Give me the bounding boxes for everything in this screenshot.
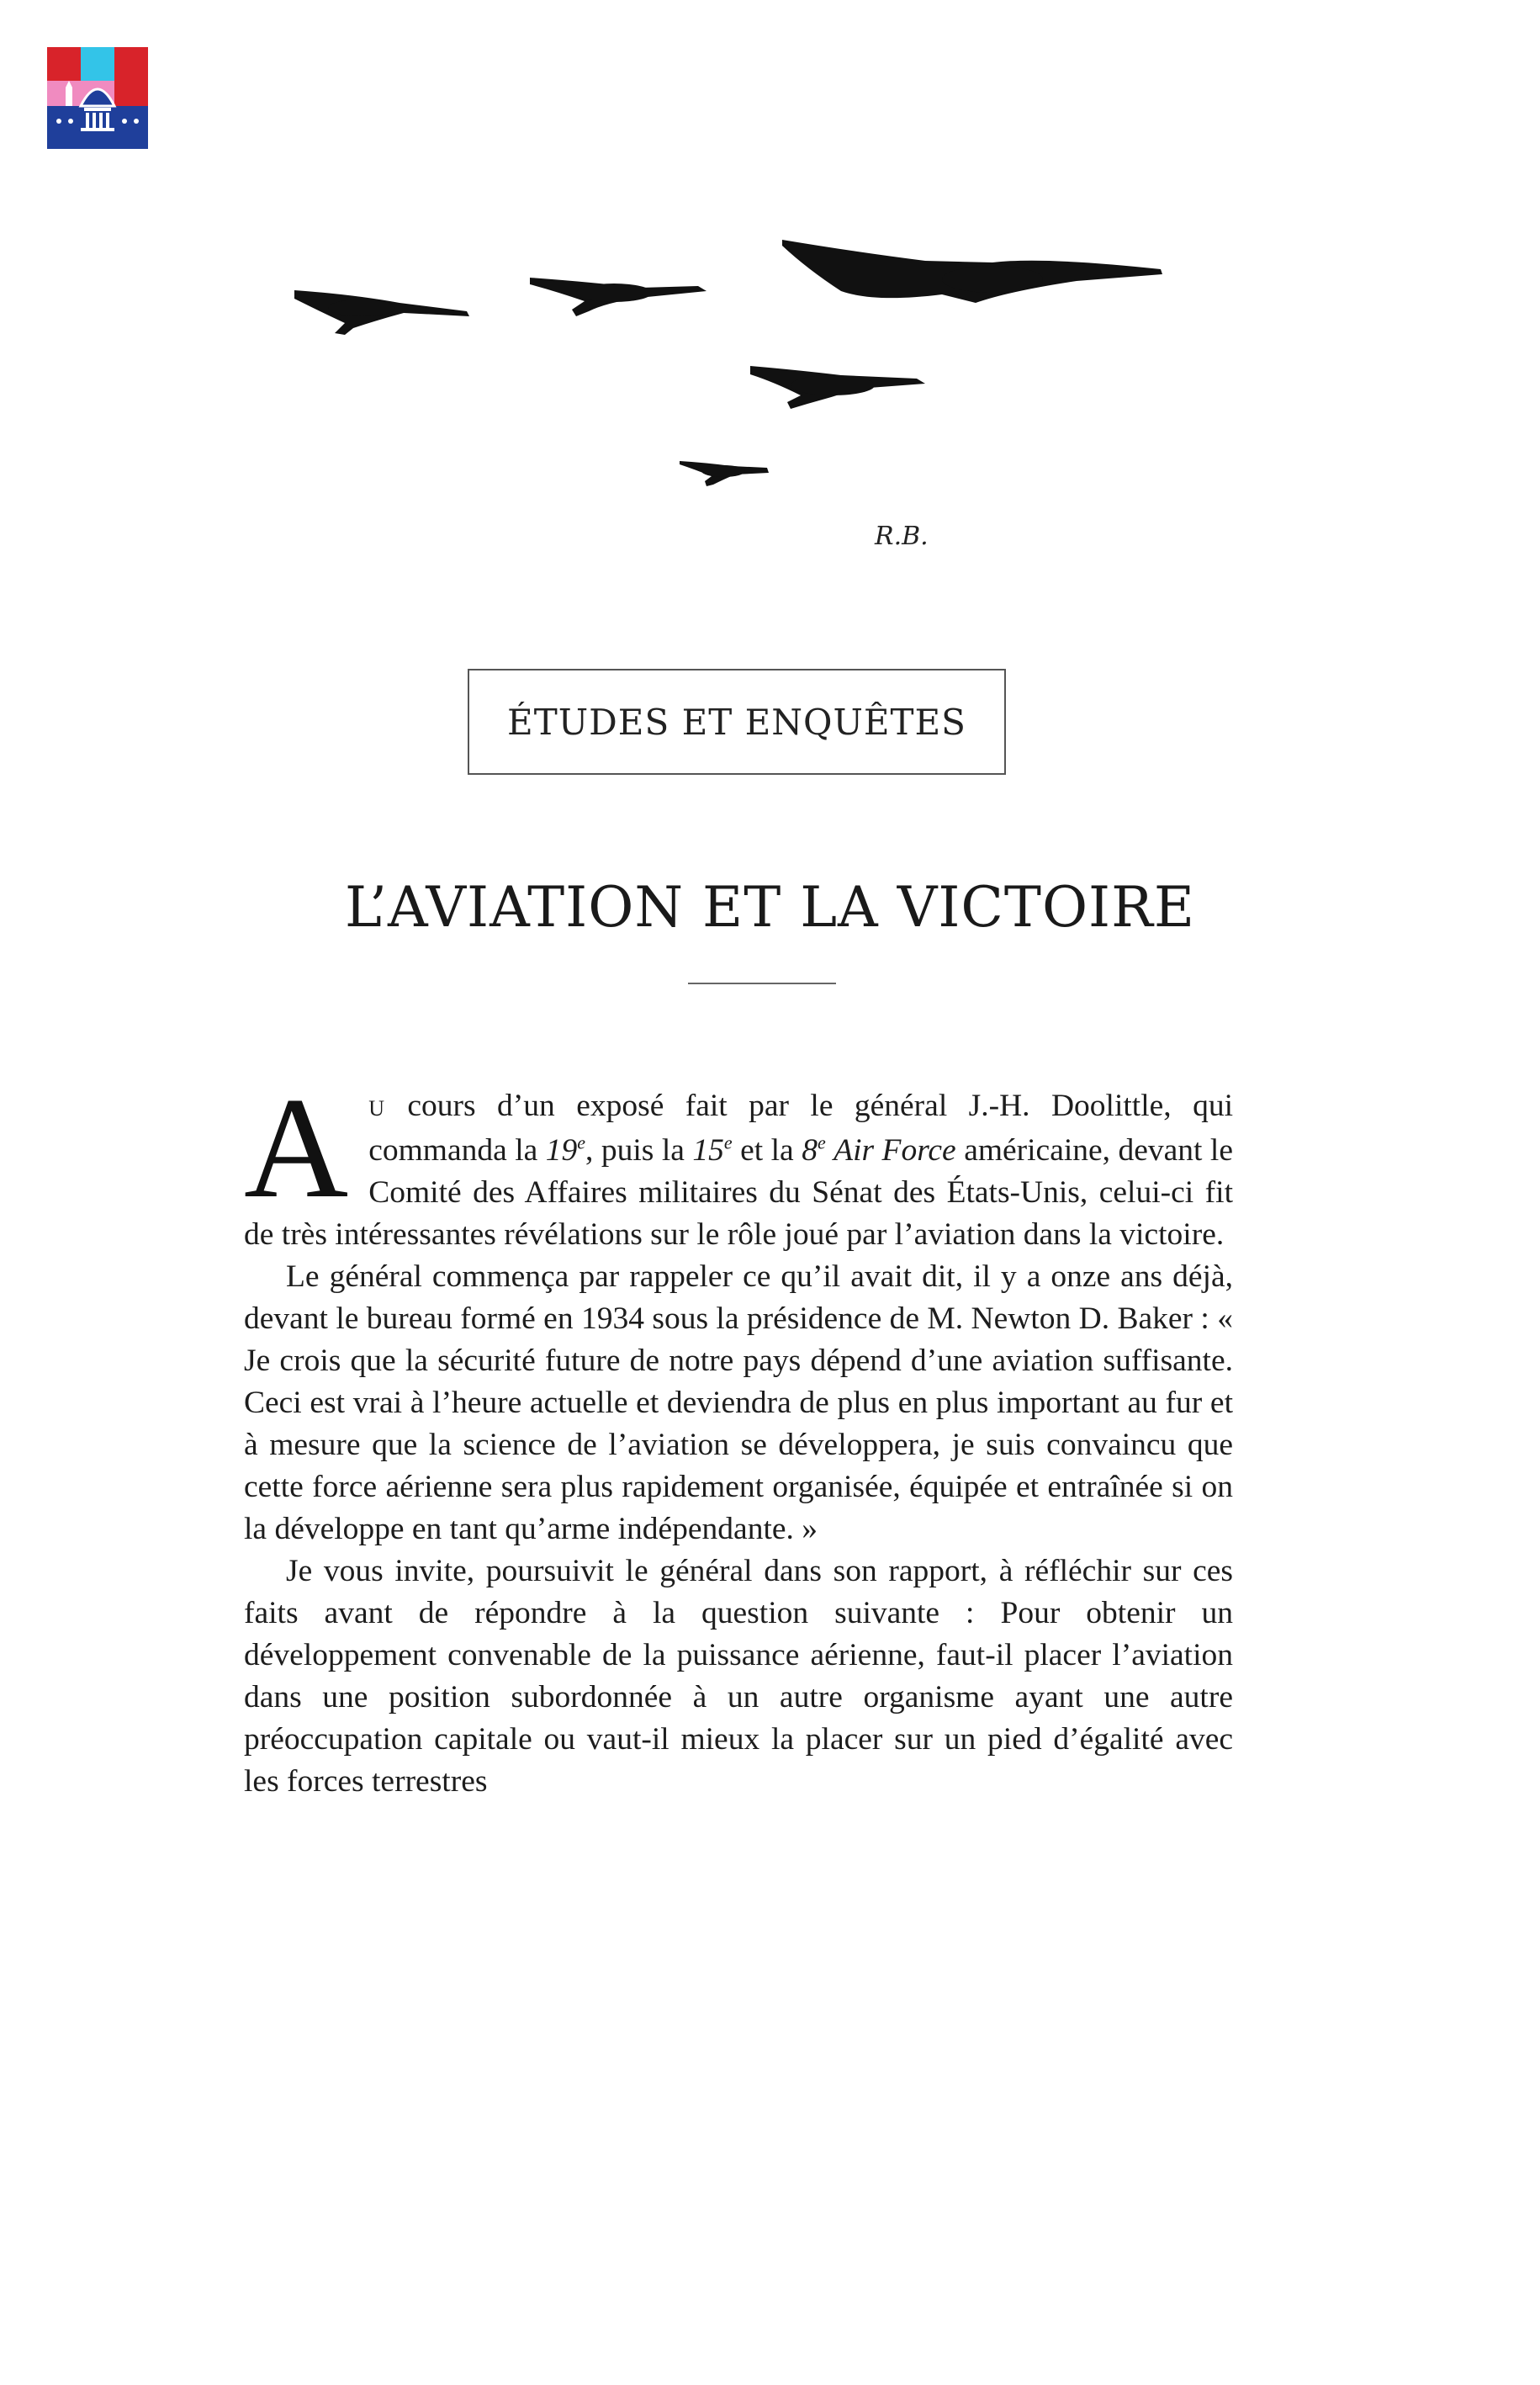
section-label: ÉTUDES ET ENQUÊTES <box>468 669 1006 775</box>
airplane-formation-illustration <box>252 210 1220 572</box>
airplane-1-icon <box>294 290 469 335</box>
paragraph-3: Je vous invite, poursuivit le général dans son rapport, à réfléchir sur ces faits avant de répondre à la question suivante : Pour obtenir un développement convenable de la puissance aérienne, faut-il placer l’aviation dans une position subordonnée à un autre organisme ayant une autre préoccupation capitale ou vaut-il mieux la placer sur un pied d’égalité avec les forces terrestres <box>244 1554 1233 1799</box>
senate-logo-icon <box>47 47 148 148</box>
airplane-2-icon <box>530 278 706 316</box>
title-divider <box>688 983 836 984</box>
paragraph-1: A U cours d’un exposé fait par le général J.-H. Doolittle, qui commanda la 19e, puis la 15e et la 8e Air Force américaine, devant le Comité des Affaires militaires du Sénat des États-Unis, celui-ci fit de très intéressantes révélations sur le rôle joué par l’aviation dans la victoire. <box>244 1068 1233 1252</box>
drop-cap: A <box>244 1068 349 1228</box>
logo-caption-band <box>47 137 148 149</box>
airplane-4-icon <box>750 366 925 409</box>
article-title: L’AVIATION ET LA VICTOIRE <box>344 875 1196 940</box>
airplane-3-icon <box>782 240 1162 303</box>
illustration-signature: R.B. <box>875 522 929 551</box>
airplane-5-icon <box>680 461 769 486</box>
article-body <box>244 1068 1233 1803</box>
paragraph-2: Le général commença par rappeler ce qu’il avait dit, il y a onze ans déjà, devant le bureau formé en 1934 sous la présidence de M. Newton D. Baker : « Je crois que la sécurité future de notre pays dépend d’une aviation suffisante. Ceci est vrai à l’heure actuelle et deviendra de plus en plus important au fur et à mesure que la science de l’aviation se développera, je suis convaincu que cette force aérienne sera plus rapidement organisée, équipée et entraînée si on la développe en tant qu’arme indépendante. » <box>244 1259 1233 1546</box>
